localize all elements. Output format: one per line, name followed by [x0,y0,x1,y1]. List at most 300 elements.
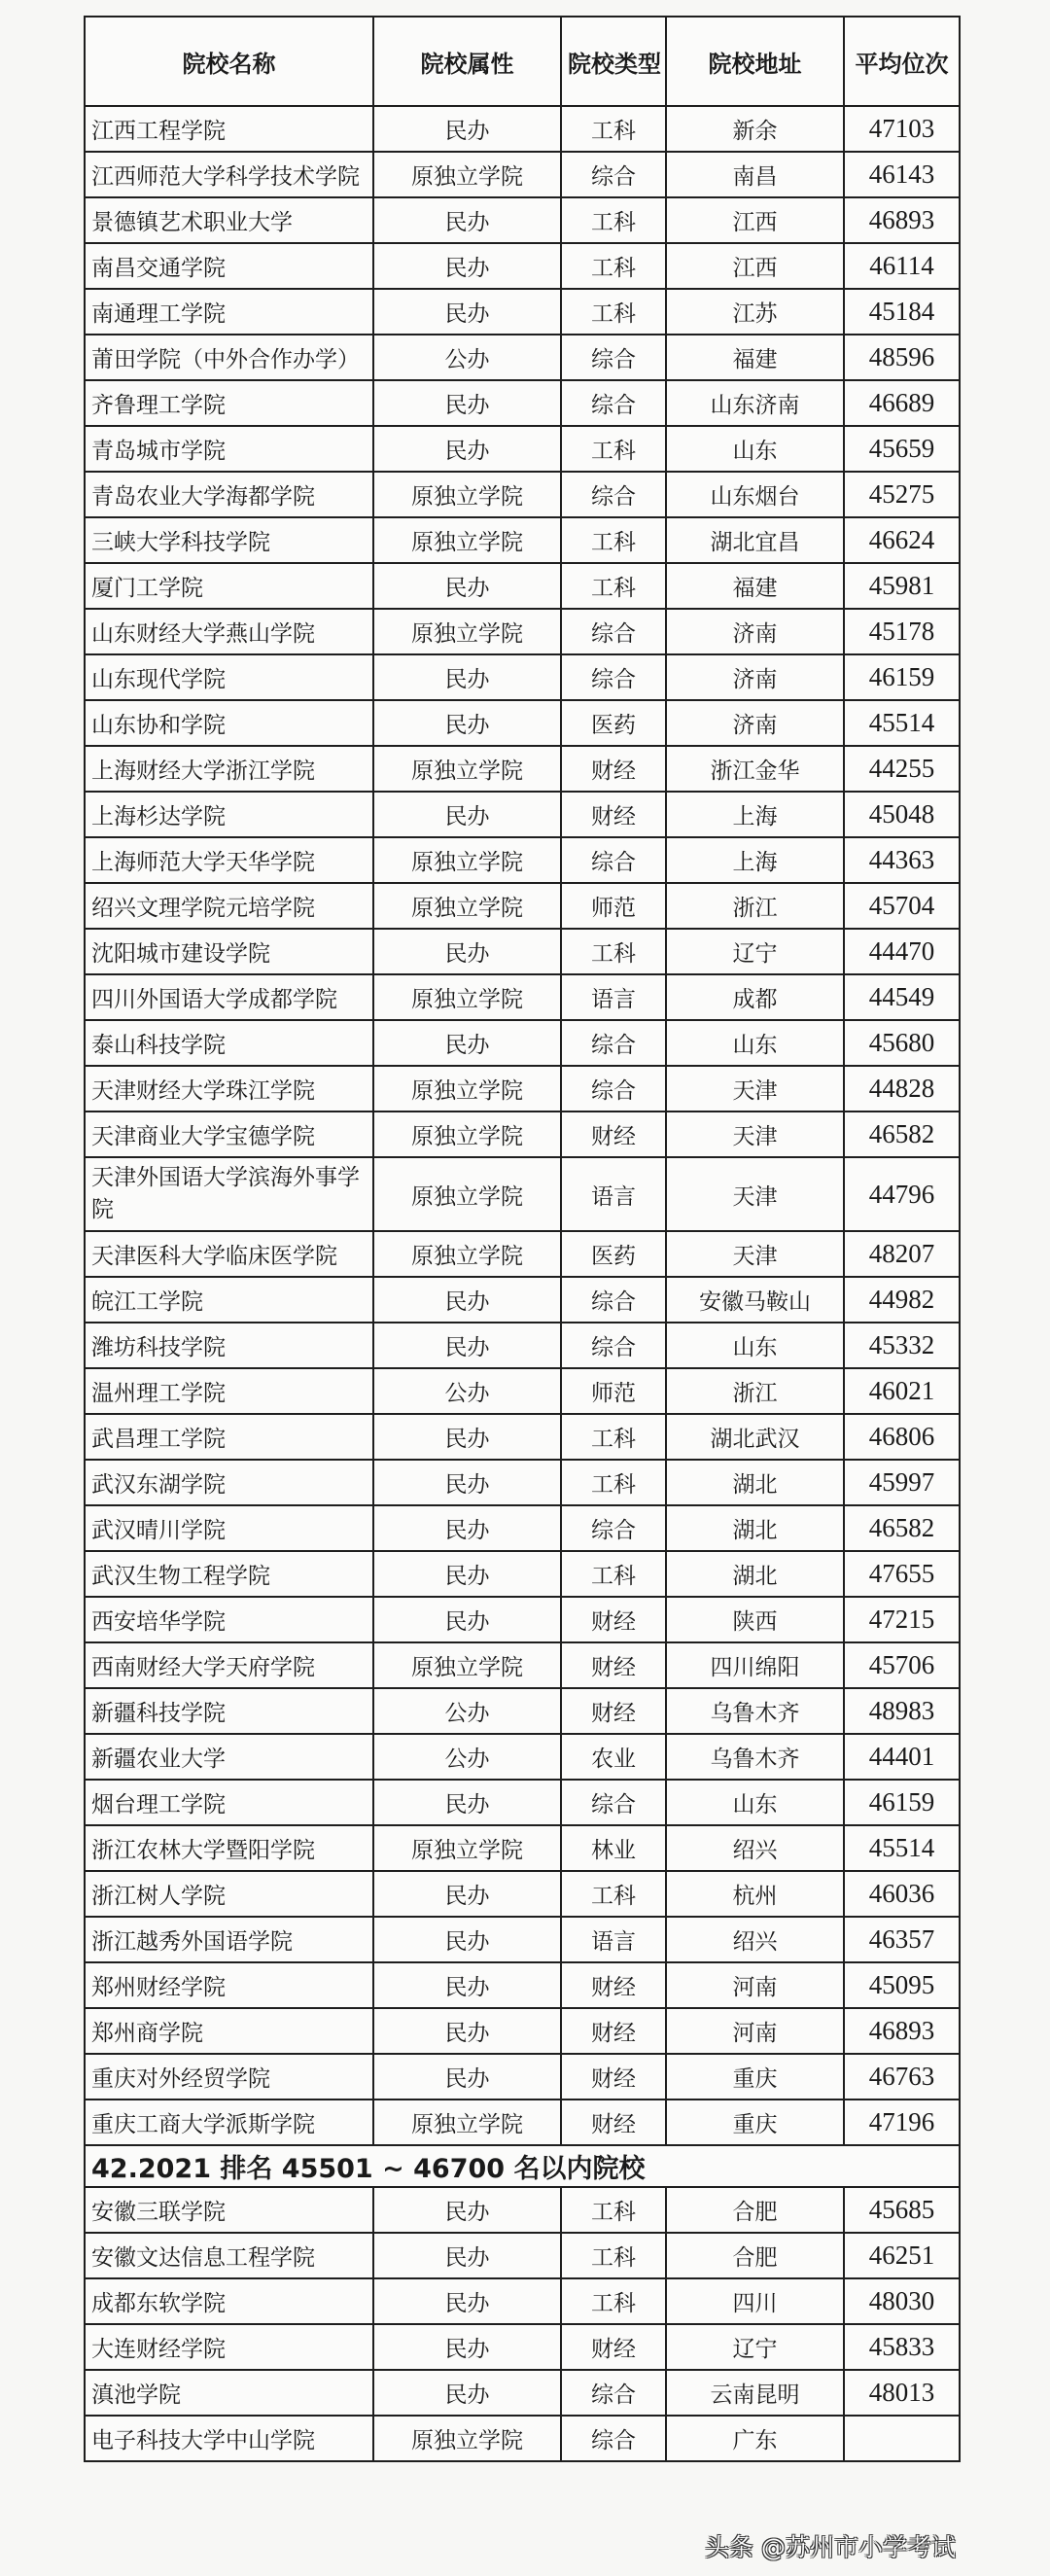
average-rank-cell: 45704 [844,883,960,929]
table-row [85,1157,960,1231]
college-type-cell: 工科 [561,1460,666,1505]
table-row [85,426,960,472]
watermark: 头条 @苏州市小学考试 [705,2533,956,2561]
average-rank-cell: 45685 [844,2187,960,2233]
college-name-cell: 山东财经大学燕山学院 [85,609,373,654]
college-name-cell: 电子科技大学中山学院 [85,2416,373,2461]
college-attribute-cell: 民办 [373,1597,561,1642]
college-location-cell: 福建 [666,335,844,380]
college-name-cell: 青岛城市学院 [85,426,373,472]
average-rank-cell: 44363 [844,837,960,883]
college-name-cell: 江西工程学院 [85,106,373,152]
college-name-cell: 江西师范大学科学技术学院 [85,152,373,197]
college-name-cell: 郑州商学院 [85,2008,373,2054]
average-rank-cell: 47103 [844,106,960,152]
college-name-cell: 重庆工商大学派斯学院 [85,2100,373,2145]
table-row [85,197,960,243]
college-attribute-cell: 民办 [373,2370,561,2416]
college-name-cell: 郑州财经学院 [85,1962,373,2008]
table-row [85,1460,960,1505]
college-name-cell: 齐鲁理工学院 [85,380,373,426]
college-type-cell: 农业 [561,1734,666,1780]
college-location-cell: 湖北 [666,1505,844,1551]
average-rank-cell [844,2416,960,2461]
college-location-cell: 江西 [666,197,844,243]
college-name-cell: 武汉晴川学院 [85,1505,373,1551]
average-rank-cell: 44255 [844,746,960,792]
table-row [85,746,960,792]
college-type-cell: 综合 [561,380,666,426]
table-row [85,1597,960,1642]
average-rank-cell: 46251 [844,2233,960,2278]
college-name-cell: 浙江农林大学暨阳学院 [85,1825,373,1871]
college-location-cell: 四川 [666,2278,844,2324]
table-row [85,2008,960,2054]
section-title: 42.2021 排名 45501 ~ 46700 名以内院校 [85,2145,960,2187]
college-location-cell: 福建 [666,563,844,609]
college-attribute-cell: 民办 [373,289,561,335]
college-type-cell: 财经 [561,1642,666,1688]
college-type-cell: 工科 [561,2278,666,2324]
table-row [85,1734,960,1780]
college-name-cell: 四川外国语大学成都学院 [85,974,373,1020]
average-rank-cell: 45332 [844,1323,960,1368]
college-name-cell: 天津商业大学宝德学院 [85,1112,373,1157]
college-type-cell: 工科 [561,929,666,974]
table-row [85,2324,960,2370]
college-location-cell: 南昌 [666,152,844,197]
table-row [85,1505,960,1551]
college-name-cell: 武汉生物工程学院 [85,1551,373,1597]
college-attribute-cell: 公办 [373,1368,561,1414]
college-attribute-cell: 民办 [373,1020,561,1066]
college-attribute-cell: 公办 [373,1734,561,1780]
header-average-rank: 平均位次 [844,17,960,106]
college-location-cell: 云南昆明 [666,2370,844,2416]
average-rank-cell: 46582 [844,1505,960,1551]
college-attribute-cell: 原独立学院 [373,746,561,792]
average-rank-cell: 46624 [844,517,960,563]
college-type-cell: 综合 [561,1066,666,1112]
table-row [85,335,960,380]
college-location-cell: 辽宁 [666,2324,844,2370]
college-name-cell: 西安培华学院 [85,1597,373,1642]
college-type-cell: 综合 [561,152,666,197]
college-attribute-cell: 民办 [373,106,561,152]
college-location-cell: 湖北宜昌 [666,517,844,563]
college-type-cell: 综合 [561,1505,666,1551]
average-rank-cell: 48030 [844,2278,960,2324]
college-attribute-cell: 原独立学院 [373,517,561,563]
college-location-cell: 山东 [666,1780,844,1825]
college-location-cell: 江苏 [666,289,844,335]
college-attribute-cell: 民办 [373,1551,561,1597]
college-location-cell: 河南 [666,2008,844,2054]
table-row [85,243,960,289]
section-header-row [85,2145,960,2187]
college-location-cell: 浙江金华 [666,746,844,792]
college-type-cell: 财经 [561,2008,666,2054]
college-type-cell: 财经 [561,1688,666,1734]
college-name-cell: 青岛农业大学海都学院 [85,472,373,517]
college-location-cell: 济南 [666,700,844,746]
table-header-row [85,17,960,106]
college-type-cell: 财经 [561,746,666,792]
table-row [85,1642,960,1688]
college-type-cell: 财经 [561,1597,666,1642]
college-attribute-cell: 民办 [373,654,561,700]
table-row [85,654,960,700]
college-attribute-cell: 民办 [373,380,561,426]
average-rank-cell: 45184 [844,289,960,335]
average-rank-cell: 45514 [844,700,960,746]
college-name-cell: 山东协和学院 [85,700,373,746]
college-name-cell: 景德镇艺术职业大学 [85,197,373,243]
average-rank-cell: 48983 [844,1688,960,1734]
college-attribute-cell: 民办 [373,2187,561,2233]
college-name-cell: 重庆对外经贸学院 [85,2054,373,2100]
average-rank-cell: 44982 [844,1277,960,1323]
college-name-cell: 潍坊科技学院 [85,1323,373,1368]
college-attribute-cell: 原独立学院 [373,1231,561,1277]
college-attribute-cell: 原独立学院 [373,883,561,929]
college-name-cell: 天津医科大学临床医学院 [85,1231,373,1277]
average-rank-cell: 44828 [844,1066,960,1112]
college-name-cell: 上海师范大学天华学院 [85,837,373,883]
college-location-cell: 天津 [666,1231,844,1277]
college-name-cell: 浙江越秀外国语学院 [85,1917,373,1962]
college-name-cell: 大连财经学院 [85,2324,373,2370]
college-attribute-cell: 民办 [373,1505,561,1551]
average-rank-cell: 45833 [844,2324,960,2370]
average-rank-cell: 46763 [844,2054,960,2100]
college-type-cell: 林业 [561,1825,666,1871]
college-attribute-cell: 民办 [373,2278,561,2324]
college-type-cell: 综合 [561,472,666,517]
table-row [85,152,960,197]
table-row [85,2233,960,2278]
table-body-section-2 [85,2187,960,2461]
college-attribute-cell: 原独立学院 [373,152,561,197]
college-type-cell: 工科 [561,1414,666,1460]
college-name-cell: 西南财经大学天府学院 [85,1642,373,1688]
college-type-cell: 工科 [561,2233,666,2278]
college-type-cell: 综合 [561,1323,666,1368]
college-attribute-cell: 民办 [373,1917,561,1962]
college-location-cell: 山东 [666,1323,844,1368]
college-attribute-cell: 原独立学院 [373,1066,561,1112]
table-row [85,700,960,746]
table-row [85,1368,960,1414]
average-rank-cell: 48207 [844,1231,960,1277]
college-attribute-cell: 民办 [373,1871,561,1917]
college-attribute-cell: 民办 [373,2008,561,2054]
average-rank-cell: 47196 [844,2100,960,2145]
college-attribute-cell: 民办 [373,2324,561,2370]
college-type-cell: 综合 [561,1277,666,1323]
average-rank-cell: 46357 [844,1917,960,1962]
college-type-cell: 工科 [561,517,666,563]
college-attribute-cell: 原独立学院 [373,1642,561,1688]
table-row [85,1825,960,1871]
table-row [85,2416,960,2461]
college-attribute-cell: 原独立学院 [373,1157,561,1231]
college-name-cell: 安徽文达信息工程学院 [85,2233,373,2278]
table-row [85,1020,960,1066]
college-name-cell: 莆田学院（中外合作办学） [85,335,373,380]
college-type-cell: 工科 [561,2187,666,2233]
college-name-cell: 温州理工学院 [85,1368,373,1414]
table-row [85,1066,960,1112]
college-name-cell: 浙江树人学院 [85,1871,373,1917]
college-type-cell: 医药 [561,700,666,746]
college-type-cell: 工科 [561,1551,666,1597]
college-type-cell: 财经 [561,1112,666,1157]
average-rank-cell: 48013 [844,2370,960,2416]
table-row [85,2054,960,2100]
average-rank-cell: 44549 [844,974,960,1020]
college-type-cell: 综合 [561,654,666,700]
college-location-cell: 绍兴 [666,1825,844,1871]
college-name-cell: 皖江工学院 [85,1277,373,1323]
college-attribute-cell: 原独立学院 [373,1112,561,1157]
college-type-cell: 医药 [561,1231,666,1277]
table-row [85,1231,960,1277]
average-rank-cell: 46036 [844,1871,960,1917]
header-college-location: 院校地址 [666,17,844,106]
college-location-cell: 浙江 [666,1368,844,1414]
average-rank-cell: 45981 [844,563,960,609]
college-type-cell: 工科 [561,563,666,609]
college-location-cell: 成都 [666,974,844,1020]
college-location-cell: 山东 [666,1020,844,1066]
college-attribute-cell: 民办 [373,2054,561,2100]
average-rank-cell: 44470 [844,929,960,974]
college-location-cell: 江西 [666,243,844,289]
average-rank-cell: 46114 [844,243,960,289]
table-row [85,2370,960,2416]
college-attribute-cell: 原独立学院 [373,837,561,883]
college-type-cell: 工科 [561,243,666,289]
college-location-cell: 湖北 [666,1551,844,1597]
college-location-cell: 重庆 [666,2054,844,2100]
college-location-cell: 河南 [666,1962,844,2008]
table-row [85,1688,960,1734]
average-rank-cell: 45275 [844,472,960,517]
average-rank-cell: 45048 [844,792,960,837]
average-rank-cell: 44796 [844,1157,960,1231]
average-rank-cell: 45706 [844,1642,960,1688]
college-type-cell: 师范 [561,1368,666,1414]
average-rank-cell: 45659 [844,426,960,472]
college-attribute-cell: 民办 [373,1460,561,1505]
header-college-type: 院校类型 [561,17,666,106]
college-attribute-cell: 民办 [373,426,561,472]
college-location-cell: 湖北武汉 [666,1414,844,1460]
table-row [85,609,960,654]
table-row [85,2278,960,2324]
college-attribute-cell: 原独立学院 [373,2416,561,2461]
college-location-cell: 绍兴 [666,1917,844,1962]
college-name-cell: 泰山科技学院 [85,1020,373,1066]
college-location-cell: 山东济南 [666,380,844,426]
college-type-cell: 综合 [561,609,666,654]
college-type-cell: 语言 [561,1917,666,1962]
average-rank-cell: 46159 [844,654,960,700]
college-name-cell: 沈阳城市建设学院 [85,929,373,974]
average-rank-cell: 46021 [844,1368,960,1414]
college-attribute-cell: 原独立学院 [373,2100,561,2145]
college-type-cell: 财经 [561,2324,666,2370]
average-rank-cell: 46159 [844,1780,960,1825]
college-name-cell: 新疆农业大学 [85,1734,373,1780]
average-rank-cell: 45514 [844,1825,960,1871]
table-row [85,472,960,517]
college-location-cell: 重庆 [666,2100,844,2145]
college-type-cell: 综合 [561,1780,666,1825]
table-row [85,974,960,1020]
college-name-cell: 成都东软学院 [85,2278,373,2324]
college-attribute-cell: 公办 [373,335,561,380]
college-attribute-cell: 民办 [373,563,561,609]
college-type-cell: 综合 [561,837,666,883]
college-location-cell: 陕西 [666,1597,844,1642]
college-location-cell: 天津 [666,1157,844,1231]
college-name-cell: 安徽三联学院 [85,2187,373,2233]
table-row [85,1551,960,1597]
college-type-cell: 工科 [561,1871,666,1917]
college-type-cell: 师范 [561,883,666,929]
table-row [85,106,960,152]
average-rank-cell: 46893 [844,197,960,243]
college-attribute-cell: 公办 [373,1688,561,1734]
table-row [85,1962,960,2008]
average-rank-cell: 48596 [844,335,960,380]
college-location-cell: 新余 [666,106,844,152]
college-attribute-cell: 民办 [373,1414,561,1460]
college-type-cell: 综合 [561,2416,666,2461]
college-type-cell: 语言 [561,974,666,1020]
college-location-cell: 浙江 [666,883,844,929]
college-name-cell: 天津财经大学珠江学院 [85,1066,373,1112]
college-location-cell: 天津 [666,1112,844,1157]
college-type-cell: 财经 [561,2100,666,2145]
college-attribute-cell: 民办 [373,1277,561,1323]
college-attribute-cell: 民办 [373,1962,561,2008]
college-attribute-cell: 民办 [373,700,561,746]
college-type-cell: 综合 [561,335,666,380]
table-row [85,1917,960,1962]
table-row [85,792,960,837]
table-row [85,1277,960,1323]
college-name-cell: 烟台理工学院 [85,1780,373,1825]
college-attribute-cell: 原独立学院 [373,974,561,1020]
college-name-cell: 武汉东湖学院 [85,1460,373,1505]
college-name-cell: 武昌理工学院 [85,1414,373,1460]
table-body [85,106,960,2145]
college-location-cell: 上海 [666,792,844,837]
average-rank-cell: 44401 [844,1734,960,1780]
average-rank-cell: 46689 [844,380,960,426]
average-rank-cell: 46582 [844,1112,960,1157]
college-attribute-cell: 民办 [373,197,561,243]
college-attribute-cell: 民办 [373,1323,561,1368]
college-name-cell: 南昌交通学院 [85,243,373,289]
college-location-cell: 杭州 [666,1871,844,1917]
table-row [85,1112,960,1157]
college-type-cell: 财经 [561,2054,666,2100]
college-type-cell: 综合 [561,1020,666,1066]
college-location-cell: 山东烟台 [666,472,844,517]
college-type-cell: 语言 [561,1157,666,1231]
table-row [85,563,960,609]
header-college-attribute: 院校属性 [373,17,561,106]
average-rank-cell: 47655 [844,1551,960,1597]
college-location-cell: 辽宁 [666,929,844,974]
college-location-cell: 济南 [666,654,844,700]
college-location-cell: 天津 [666,1066,844,1112]
college-name-cell: 上海财经大学浙江学院 [85,746,373,792]
table-row [85,1780,960,1825]
college-name-cell: 新疆科技学院 [85,1688,373,1734]
average-rank-cell: 46143 [844,152,960,197]
college-type-cell: 财经 [561,1962,666,2008]
college-name-cell: 厦门工学院 [85,563,373,609]
college-location-cell: 广东 [666,2416,844,2461]
table-row [85,2187,960,2233]
college-attribute-cell: 原独立学院 [373,472,561,517]
college-type-cell: 工科 [561,426,666,472]
college-attribute-cell: 民办 [373,2233,561,2278]
college-attribute-cell: 民办 [373,929,561,974]
average-rank-cell: 45095 [844,1962,960,2008]
college-type-cell: 工科 [561,106,666,152]
college-location-cell: 济南 [666,609,844,654]
college-location-cell: 山东 [666,426,844,472]
college-location-cell: 乌鲁木齐 [666,1688,844,1734]
college-name-cell: 天津外国语大学滨海外事学院 [85,1157,373,1231]
header-college-name: 院校名称 [85,17,373,106]
table-row [85,1871,960,1917]
table-row [85,2100,960,2145]
average-rank-cell: 46806 [844,1414,960,1460]
table-row [85,929,960,974]
average-rank-cell: 45997 [844,1460,960,1505]
table-row [85,289,960,335]
table-row [85,380,960,426]
average-rank-cell: 45178 [844,609,960,654]
college-type-cell: 工科 [561,289,666,335]
college-name-cell: 山东现代学院 [85,654,373,700]
college-attribute-cell: 民办 [373,792,561,837]
table-row [85,883,960,929]
college-location-cell: 合肥 [666,2187,844,2233]
table-row [85,517,960,563]
college-location-cell: 上海 [666,837,844,883]
college-type-cell: 财经 [561,792,666,837]
college-location-cell: 四川绵阳 [666,1642,844,1688]
average-rank-cell: 46893 [844,2008,960,2054]
college-type-cell: 综合 [561,2370,666,2416]
college-location-cell: 合肥 [666,2233,844,2278]
college-attribute-cell: 原独立学院 [373,609,561,654]
table-row [85,837,960,883]
college-attribute-cell: 民办 [373,243,561,289]
college-attribute-cell: 原独立学院 [373,1825,561,1871]
average-rank-cell: 47215 [844,1597,960,1642]
college-name-cell: 绍兴文理学院元培学院 [85,883,373,929]
college-ranking-table [84,16,961,2462]
